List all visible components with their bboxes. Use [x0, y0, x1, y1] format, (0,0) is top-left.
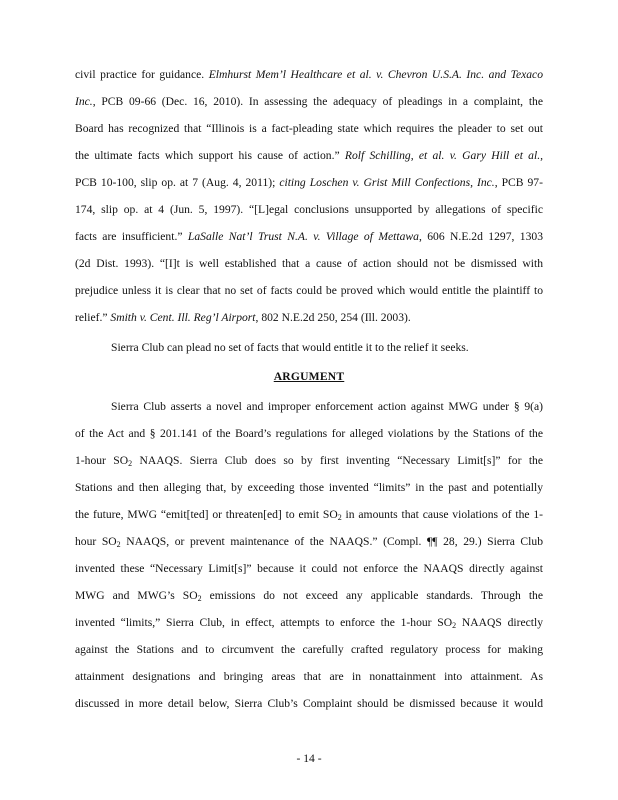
subscript-text: 2 — [197, 594, 202, 603]
text-run: prejudice unless it is clear that no set of facts could be proved which would entitle the plaintiff to — [75, 284, 543, 297]
paragraph-line — [75, 643, 543, 657]
text-run: , 802 N.E.2d 250, 254 (Ill. 2003). — [255, 311, 411, 324]
text-run: facts are insufficient.” — [75, 230, 188, 243]
paragraph-line — [111, 341, 543, 355]
paragraph-line — [75, 311, 543, 325]
paragraph-line — [75, 589, 543, 603]
paragraph-line — [75, 284, 543, 298]
paragraph-line — [75, 616, 543, 630]
paragraph-line — [111, 400, 543, 414]
paragraph-line — [75, 427, 543, 441]
paragraph-line — [75, 454, 543, 468]
text-run: , 606 N.E.2d 1297, 1303 — [418, 230, 543, 243]
text-run: emissions do not exceed any applicable standards. Through the — [201, 589, 543, 602]
paragraph-line — [75, 95, 543, 109]
paragraph-line — [75, 230, 543, 244]
text-run: , PCB 97- — [494, 176, 543, 189]
section-heading: ARGUMENT — [273, 370, 345, 383]
paragraph-line — [75, 176, 543, 190]
paragraph-line — [75, 481, 543, 495]
subscript-text: 2 — [128, 459, 133, 468]
text-run: Sierra Club can plead no set of facts that would entitle it to the relief it seeks. — [111, 341, 469, 354]
subscript-text: 2 — [337, 513, 342, 522]
paragraph-line — [75, 122, 543, 136]
paragraph-line — [75, 697, 543, 711]
text-run: Sierra Club asserts a novel and improper enforcement action against MWG under § 9(a) — [111, 400, 543, 413]
text-run: NAAQS, or prevent maintenance of the NAAQS.” (Compl. ¶¶ 28, 29.) Sierra Club — [120, 535, 543, 548]
text-run: , PCB 09-66 (Dec. 16, 2010). In assessing the adequacy of pleadings in a complaint, the — [92, 95, 543, 108]
paragraph-line — [75, 508, 543, 522]
text-run: attainment designations and bringing areas that are in nonattainment into attainment. As — [75, 670, 543, 683]
text-run: NAAQS directly — [456, 616, 543, 629]
text-run: relief.” — [75, 311, 111, 324]
paragraph-line — [75, 562, 543, 576]
text-run: NAAQS. Sierra Club does so by first inventing “Necessary Limit[s]” for the — [132, 454, 543, 467]
paragraph-line — [75, 535, 543, 549]
text-run: discussed in more detail below, Sierra Club’s Complaint should be dismissed because it would — [75, 697, 543, 710]
text-run: the future, MWG “emit[ted] or threaten[ed] to emit SO — [75, 508, 338, 521]
italic-citation: Elmhurst Mem’l Healthcare et al. v. Chevron U.S.A. Inc. and Texaco — [208, 68, 543, 81]
text-run: 1-hour SO — [75, 454, 129, 467]
page-number: - 14 - — [296, 752, 322, 765]
text-run: (2d Dist. 1993). “[I]t is well established that a cause of action should not be dismissed with — [75, 257, 543, 270]
paragraph-line — [75, 203, 543, 217]
text-run: against the Stations and to circumvent the carefully crafted regulatory process for making — [75, 643, 543, 656]
italic-citation: Inc. — [75, 95, 93, 108]
text-run: civil practice for guidance. — [75, 68, 209, 81]
italic-citation: Rolf Schilling, et al. v. Gary Hill et al., — [344, 149, 543, 162]
text-run: of the Act and § 201.141 of the Board’s regulations for alleged violations by the Stations of the — [75, 427, 543, 440]
paragraph-line — [75, 149, 543, 163]
paragraph-line — [75, 68, 543, 82]
italic-citation: LaSalle Nat’l Trust N.A. v. Village of Mettawa — [187, 230, 419, 243]
text-run: Stations and then alleging that, by exceeding those invented “limits” in the past and potentially — [75, 481, 543, 494]
subscript-text: 2 — [116, 540, 121, 549]
italic-citation: citing Loschen v. Grist Mill Confections, Inc. — [279, 176, 495, 189]
italic-citation: Smith v. Cent. Ill. Reg’l Airport — [110, 311, 256, 324]
paragraph-line — [75, 257, 543, 271]
text-run: hour SO — [75, 535, 117, 548]
text-run: PCB 10-100, slip op. at 7 (Aug. 4, 2011); — [75, 176, 280, 189]
text-run: the ultimate facts which support his cause of action.” — [75, 149, 345, 162]
text-run: invented these “Necessary Limit[s]” because it could not enforce the NAAQS directly against — [75, 562, 543, 575]
paragraph-line — [75, 670, 543, 684]
text-run: Board has recognized that “Illinois is a fact-pleading state which requires the pleader to set out — [75, 122, 543, 135]
text-run: 174, slip op. at 4 (Jun. 5, 1997). “[L]egal conclusions unsupported by allegations of specific — [75, 203, 543, 216]
text-run: MWG and MWG’s SO — [75, 589, 198, 602]
text-run: in amounts that cause violations of the 1- — [341, 508, 543, 521]
subscript-text: 2 — [452, 621, 457, 630]
text-run: invented “limits,” Sierra Club, in effect, attempts to enforce the 1-hour SO — [75, 616, 453, 629]
